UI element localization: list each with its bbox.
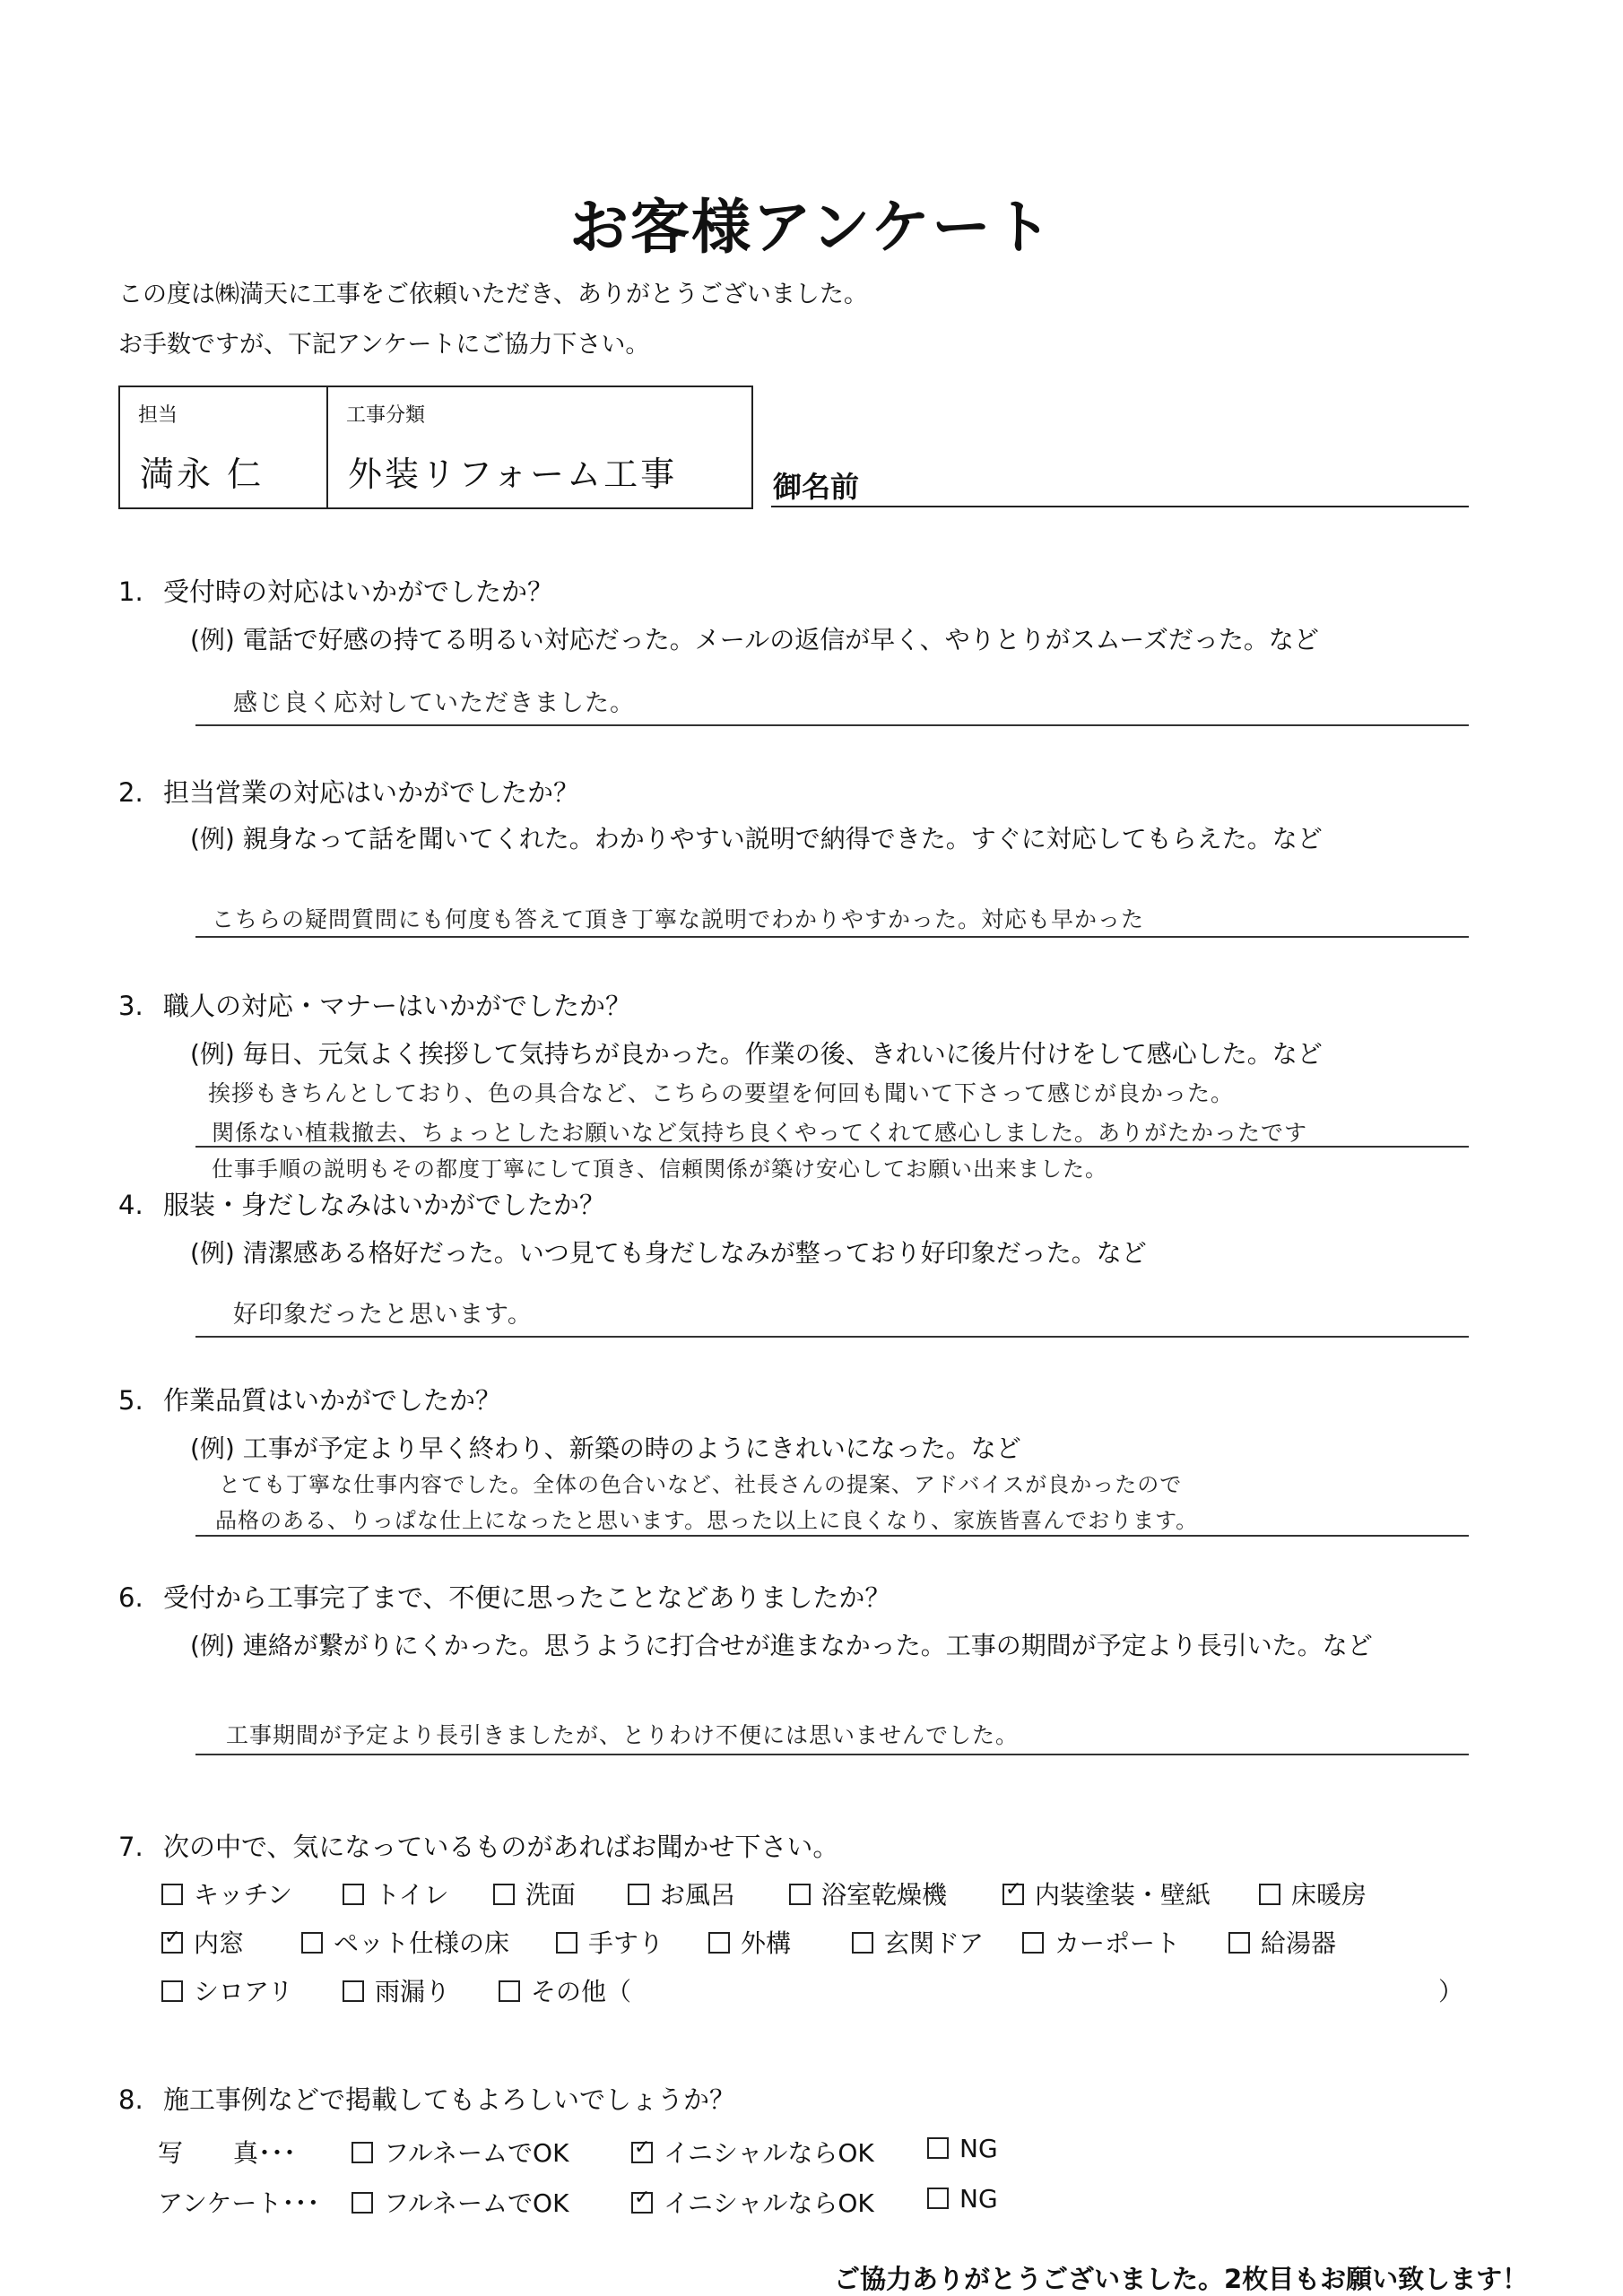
checkbox-icon[interactable] <box>161 1980 183 2002</box>
name-field[interactable] <box>771 506 1469 507</box>
checkbox-icon[interactable] <box>708 1932 730 1954</box>
answer-3-line-3: 仕事手順の説明もその都度丁寧にして頂き、信頼関係が築け安心してお願い出来ました。 <box>212 1157 1108 1182</box>
checkbox-icon[interactable] <box>343 1884 364 1905</box>
option-exterior[interactable]: 外構 <box>708 1924 791 1960</box>
example-4: (例) 清潔感ある格好だった。いつ見ても身だしなみが整っており好印象だった。など <box>190 1238 1147 1268</box>
photo-option-ng[interactable]: NG <box>927 2134 998 2163</box>
checkbox-icon[interactable] <box>343 1980 364 2002</box>
intro-line-1: この度は㈱満天に工事をご依頼いただき、ありがとうございました。 <box>118 281 868 308</box>
kouji-cell <box>328 387 751 507</box>
answer-2-line-1: こちらの疑問質問にも何度も答えて頂き丁寧な説明でわかりやすかった。対応も早かった <box>212 906 1145 932</box>
checkbox-icon[interactable] <box>852 1932 873 1954</box>
checkbox-icon[interactable] <box>1259 1884 1280 1905</box>
photo-option-initial[interactable]: ✓ イニシャルならOK <box>631 2134 874 2170</box>
photo-row-label: 写 真･･･ <box>158 2138 297 2168</box>
option-inner-window[interactable]: ✓内窓 <box>161 1924 244 1960</box>
example-1: (例) 電話で好感の持てる明るい対応だった。メールの返信が早く、やりとりがスムーズだった。など <box>190 625 1319 654</box>
answer-2-underline <box>195 936 1469 938</box>
answer-3-line-2: 関係ない植栽撤去、ちょっとしたお願いなど気持ち良くやってくれて感心しました。ありがたかったです <box>212 1120 1308 1146</box>
option-pet-floor[interactable]: ペット仕様の床 <box>301 1924 509 1960</box>
option-bath[interactable]: お風呂 <box>628 1876 735 1911</box>
name-label: 御名前 <box>773 470 860 504</box>
tantou-label: 担当 <box>138 404 178 427</box>
option-handrail[interactable]: 手すり <box>556 1924 664 1960</box>
question-8: 8. 施工事例などで掲載してもよろしいでしょうか？ <box>118 2084 736 2115</box>
survey-option-fullname[interactable]: フルネームでOK <box>352 2184 568 2220</box>
checkbox-checked-icon[interactable] <box>631 2192 653 2214</box>
answer-1-line-1: 感じ良く応対していただきました。 <box>233 689 635 717</box>
checkbox-icon[interactable] <box>499 1980 520 2002</box>
option-other[interactable]: その他（ <box>499 1972 631 2008</box>
option-termite[interactable]: シロアリ <box>161 1972 293 2008</box>
option-washroom[interactable]: 洗面 <box>493 1876 576 1911</box>
answer-1-underline <box>195 724 1469 726</box>
survey-option-initial[interactable]: ✓ イニシャルならOK <box>631 2184 874 2220</box>
checkbox-icon[interactable] <box>789 1884 811 1905</box>
checkbox-icon[interactable] <box>556 1932 577 1954</box>
option-bath-dryer[interactable]: 浴室乾燥機 <box>789 1876 947 1911</box>
answer-6-underline <box>195 1754 1469 1755</box>
checkbox-checked-icon[interactable] <box>1002 1884 1024 1905</box>
checkbox-icon[interactable] <box>352 2192 373 2214</box>
other-close-paren: ） <box>1438 1977 1464 2006</box>
example-6: (例) 連絡が繋がりにくかった。思うように打合せが進まなかった。工事の期間が予定より長引いた。など <box>190 1631 1373 1660</box>
question-4: 4. 服装・身だしなみはいかがでしたか？ <box>118 1190 606 1220</box>
option-entrance-door[interactable]: 玄関ドア <box>852 1924 984 1960</box>
answer-5-line-2: 品格のある、りっぱな仕上になったと思います。思った以上に良くなり、家族皆喜んでおります。 <box>215 1508 1199 1533</box>
answer-3-underline <box>195 1146 1469 1148</box>
checkbox-icon[interactable] <box>301 1932 323 1954</box>
option-toilet[interactable]: トイレ <box>343 1876 449 1911</box>
option-carport[interactable]: カーポート <box>1022 1924 1180 1960</box>
page-title: お客様アンケート <box>568 193 1055 262</box>
survey-option-ng[interactable]: NG <box>927 2184 998 2214</box>
checkbox-icon[interactable] <box>352 2142 373 2163</box>
example-3: (例) 毎日、元気よく挨拶して気持ちが良かった。作業の後、きれいに後片付けをして感心した。など <box>190 1039 1323 1069</box>
option-leak[interactable]: 雨漏り <box>343 1972 450 2008</box>
question-2: 2. 担当営業の対応はいかがでしたか？ <box>118 777 580 808</box>
kouji-label: 工事分類 <box>346 404 426 427</box>
question-3: 3. 職人の対応・マナーはいかがでしたか？ <box>118 991 632 1021</box>
option-water-heater[interactable]: 給湯器 <box>1228 1924 1336 1960</box>
checkbox-icon[interactable] <box>628 1884 649 1905</box>
option-floor-heating[interactable]: 床暖房 <box>1259 1876 1367 1911</box>
question-1: 1. 受付時の対応はいかがでしたか？ <box>118 576 554 607</box>
intro-line-2: お手数ですが、下記アンケートにご協力下さい。 <box>118 331 650 359</box>
question-6: 6. 受付から工事完了まで、不便に思ったことなどありましたか？ <box>118 1582 891 1613</box>
checkbox-checked-icon[interactable] <box>631 2142 653 2163</box>
option-kitchen[interactable]: キッチン <box>161 1876 292 1911</box>
info-box <box>118 386 753 509</box>
kouji-value: 外装リフォーム工事 <box>348 455 678 494</box>
answer-5-line-1: とても丁寧な仕事内容でした。全体の色合いなど、社長さんの提案、アドバイスが良かったので <box>219 1472 1183 1497</box>
tantou-value: 満永 仁 <box>140 455 265 494</box>
question-5: 5. 作業品質はいかがでしたか？ <box>118 1385 502 1416</box>
answer-5-underline <box>195 1535 1469 1537</box>
footer-thanks: ご協力ありがとうございました。2枚目もお願い致します！ <box>834 2264 1529 2294</box>
answer-4-line-1: 好印象だったと思います。 <box>233 1301 533 1329</box>
answer-3-line-1: 挨拶もきちんとしており、色の具合など、こちらの要望を何回も聞いて下さって感じが良かった。 <box>208 1080 1235 1106</box>
tantou-cell <box>120 387 328 507</box>
checkbox-icon[interactable] <box>161 1884 183 1905</box>
checkbox-checked-icon[interactable] <box>161 1932 183 1954</box>
photo-option-fullname[interactable]: フルネームでOK <box>352 2134 568 2170</box>
answer-4-underline <box>195 1336 1469 1338</box>
example-5: (例) 工事が予定より早く終わり、新築の時のようにきれいになった。など <box>190 1434 1021 1463</box>
example-2: (例) 親身なって話を聞いてくれた。わかりやすい説明で納得できた。すぐに対応してもらえた。など <box>190 824 1323 853</box>
checkbox-icon[interactable] <box>1228 1932 1250 1954</box>
checkbox-icon[interactable] <box>1022 1932 1044 1954</box>
question-7: 7. 次の中で、気になっているものがあればお聞かせ下さい。 <box>118 1832 839 1862</box>
survey-row-label: アンケート･･･ <box>158 2188 320 2218</box>
checkbox-icon[interactable] <box>927 2137 949 2159</box>
checkbox-icon[interactable] <box>493 1884 515 1905</box>
answer-6-line-1: 工事期間が予定より長引きましたが、とりわけ不便には思いませんでした。 <box>226 1722 1020 1748</box>
option-interior-paint[interactable]: ✓ 内装塗装・壁紙 <box>1002 1876 1211 1911</box>
checkbox-icon[interactable] <box>927 2188 949 2209</box>
